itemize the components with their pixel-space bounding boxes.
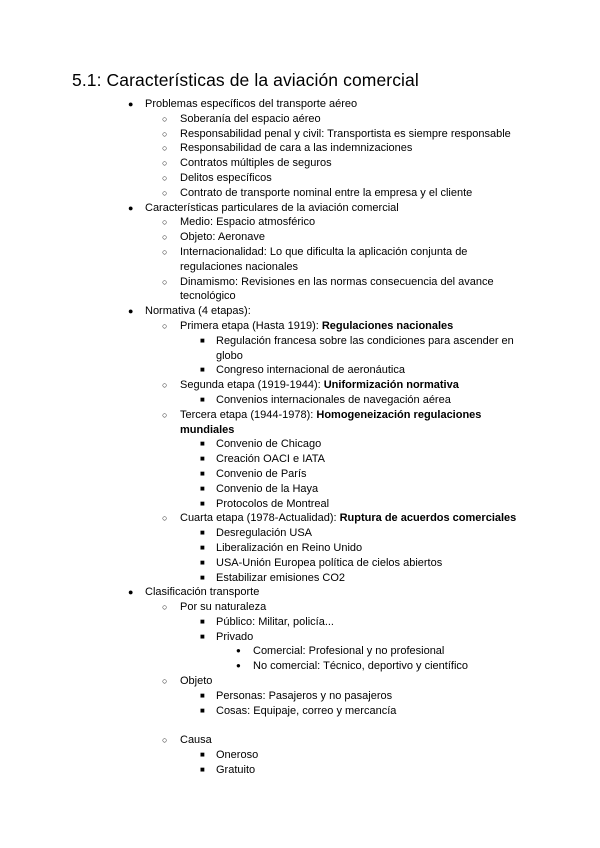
circle-bullet-icon: ○ — [162, 276, 168, 287]
stage-label: Segunda etapa (1919-1944): — [180, 379, 324, 392]
list-item — [0, 304, 600, 585]
list-item — [0, 482, 600, 497]
bullet-icon: ● — [128, 587, 134, 598]
list-item — [0, 156, 600, 171]
square-bullet-icon: ■ — [200, 528, 205, 538]
square-bullet-icon: ■ — [200, 483, 205, 493]
stage-title: Uniformización normativa — [323, 379, 459, 392]
list-item-text: Creación OACI e IATA — [216, 453, 326, 466]
list-item — [0, 704, 600, 719]
square-bullet-icon: ■ — [200, 690, 205, 700]
square-bullet-icon: ■ — [200, 631, 205, 641]
list-item — [0, 393, 600, 408]
stage-title: Homogeneización regulaciones mundiales — [180, 408, 482, 436]
list-item-text: Convenio de Chicago — [216, 438, 322, 451]
list-item-text: Congreso internacional de aeronáutica — [216, 364, 405, 377]
list-item — [0, 334, 600, 364]
circle-bullet-icon: ○ — [162, 513, 168, 524]
list-item — [0, 275, 600, 305]
list-item — [0, 141, 600, 156]
list-item — [0, 215, 600, 230]
circle-bullet-icon: ○ — [162, 187, 168, 198]
section-heading-problemas: Problemas específicos del transporte aéreo — [145, 98, 358, 110]
stage-title: Regulaciones nacionales — [321, 319, 454, 332]
group-label: Por su naturaleza — [180, 601, 267, 614]
list-item — [0, 363, 600, 378]
list-item — [0, 127, 600, 142]
bullet-icon: ● — [236, 661, 241, 671]
list-item — [0, 733, 600, 777]
circle-bullet-icon: ○ — [162, 113, 168, 124]
list-item — [0, 556, 600, 571]
list-item-text: Convenios internacionales de navegación aérea — [216, 393, 451, 406]
list-item — [0, 674, 600, 733]
circle-bullet-icon: ○ — [162, 172, 168, 183]
square-bullet-icon: ■ — [200, 439, 205, 449]
list-item-text: Convenio de la Haya — [216, 482, 319, 495]
circle-bullet-icon: ○ — [162, 128, 168, 139]
list-item — [0, 378, 600, 408]
list-item — [0, 615, 600, 630]
circle-bullet-icon: ○ — [162, 143, 168, 154]
list-item-text: Dinamismo: Revisiones en las normas consecuencia del avance tecnológico — [180, 275, 494, 303]
list-item-text: Contrato de transporte nominal entre la empresa y el cliente — [180, 186, 473, 199]
list-item — [0, 437, 600, 452]
stage-label: Tercera etapa (1944-1978): — [180, 408, 317, 421]
list-item-text: Privado — [216, 630, 254, 643]
list-item — [0, 571, 600, 586]
list-item — [0, 511, 600, 585]
list-item — [0, 97, 600, 201]
list-item — [0, 452, 600, 467]
list-item-text: Personas: Pasajeros y no pasajeros — [216, 689, 393, 702]
list-item — [0, 230, 600, 245]
circle-bullet-icon: ○ — [162, 602, 168, 613]
list-item — [0, 585, 600, 778]
circle-bullet-icon: ○ — [162, 232, 168, 243]
circle-bullet-icon: ○ — [162, 246, 168, 257]
square-bullet-icon: ■ — [200, 705, 205, 715]
square-bullet-icon: ■ — [200, 454, 205, 464]
list-item — [0, 201, 600, 305]
stage-label: Cuarta etapa (1978-Actualidad): — [180, 512, 340, 525]
circle-bullet-icon: ○ — [162, 320, 168, 331]
list-item — [0, 319, 600, 378]
list-item-text: Soberanía del espacio aéreo — [180, 112, 321, 125]
stage-label: Primera etapa (Hasta 1919): — [180, 319, 322, 332]
outline-list — [0, 97, 600, 778]
square-bullet-icon: ■ — [200, 765, 205, 775]
section-heading-normativa: Normativa (4 etapas): — [145, 305, 251, 318]
bullet-icon: ● — [128, 99, 134, 109]
group-label: Objeto — [180, 675, 213, 688]
stage-title: Ruptura de acuerdos comerciales — [339, 512, 517, 525]
list-item — [0, 541, 600, 556]
list-item-text: Internacionalidad: Lo que dificulta la aplicación conjunta de regulaciones nacionales — [180, 245, 468, 273]
list-item-text: USA-Unión Europea política de cielos abiertos — [216, 556, 443, 569]
list-item-text: No comercial: Técnico, deportivo y científico — [253, 660, 468, 673]
circle-bullet-icon: ○ — [162, 380, 168, 391]
list-item-text: Delitos específicos — [180, 171, 272, 184]
list-item-text: Responsabilidad penal y civil: Transportista es siempre responsable — [180, 127, 511, 140]
list-item-text: Contratos múltiples de seguros — [180, 157, 332, 170]
list-item-text: Liberalización en Reino Unido — [216, 541, 363, 554]
list-item-text: Medio: Espacio atmosférico — [180, 216, 316, 229]
list-item — [0, 748, 600, 763]
square-bullet-icon: ■ — [200, 616, 205, 626]
list-item — [0, 408, 600, 512]
section-heading-clasificacion: Clasificación transporte — [145, 586, 260, 599]
list-item-text: Oneroso — [216, 749, 259, 762]
square-bullet-icon: ■ — [200, 468, 205, 478]
list-item-text: Desregulación USA — [216, 527, 312, 540]
bullet-icon: ● — [128, 306, 134, 317]
list-item — [0, 630, 600, 674]
list-item — [0, 171, 600, 186]
list-item-text: Comercial: Profesional y no profesional — [253, 645, 445, 658]
square-bullet-icon: ■ — [200, 572, 205, 582]
list-item — [0, 763, 600, 778]
group-label: Causa — [180, 734, 212, 747]
blank-line — [180, 718, 600, 733]
list-item — [0, 600, 600, 674]
list-item-text: Objeto: Aeronave — [180, 231, 266, 244]
list-item — [0, 526, 600, 541]
circle-bullet-icon: ○ — [162, 217, 168, 228]
list-item — [0, 497, 600, 512]
page-title: 5.1: Características de la aviación comercial — [72, 70, 419, 90]
square-bullet-icon: ■ — [200, 542, 205, 552]
section-heading-caracteristicas: Características particulares de la aviación comercial — [145, 201, 399, 214]
square-bullet-icon: ■ — [200, 335, 205, 345]
circle-bullet-icon: ○ — [162, 735, 168, 746]
square-bullet-icon: ■ — [200, 394, 205, 404]
list-item-text: Convenio de París — [216, 467, 307, 480]
list-item — [0, 689, 600, 704]
list-item-text: Cosas: Equipaje, correo y mercancía — [216, 704, 397, 717]
list-item-text: Regulación francesa sobre las condiciones para ascender en globo — [216, 334, 514, 362]
list-item — [0, 659, 600, 674]
list-item-text: Gratuito — [216, 764, 256, 777]
list-item-text: Protocolos de Montreal — [216, 497, 330, 510]
list-item — [0, 245, 600, 275]
bullet-icon: ● — [128, 202, 134, 213]
circle-bullet-icon: ○ — [162, 158, 168, 169]
list-item — [0, 644, 600, 659]
list-item-text: Estabilizar emisiones CO2 — [216, 571, 345, 584]
list-item-text: Responsabilidad de cara a las indemnizaciones — [180, 142, 413, 155]
circle-bullet-icon: ○ — [162, 676, 168, 687]
circle-bullet-icon: ○ — [162, 409, 168, 420]
bullet-icon: ● — [236, 646, 241, 656]
list-item — [0, 467, 600, 482]
square-bullet-icon: ■ — [200, 557, 205, 567]
list-item — [0, 186, 600, 201]
list-item-text: Público: Militar, policía... — [216, 615, 334, 628]
square-bullet-icon: ■ — [200, 365, 205, 375]
list-item — [0, 112, 600, 127]
square-bullet-icon: ■ — [200, 750, 205, 760]
square-bullet-icon: ■ — [200, 498, 205, 508]
